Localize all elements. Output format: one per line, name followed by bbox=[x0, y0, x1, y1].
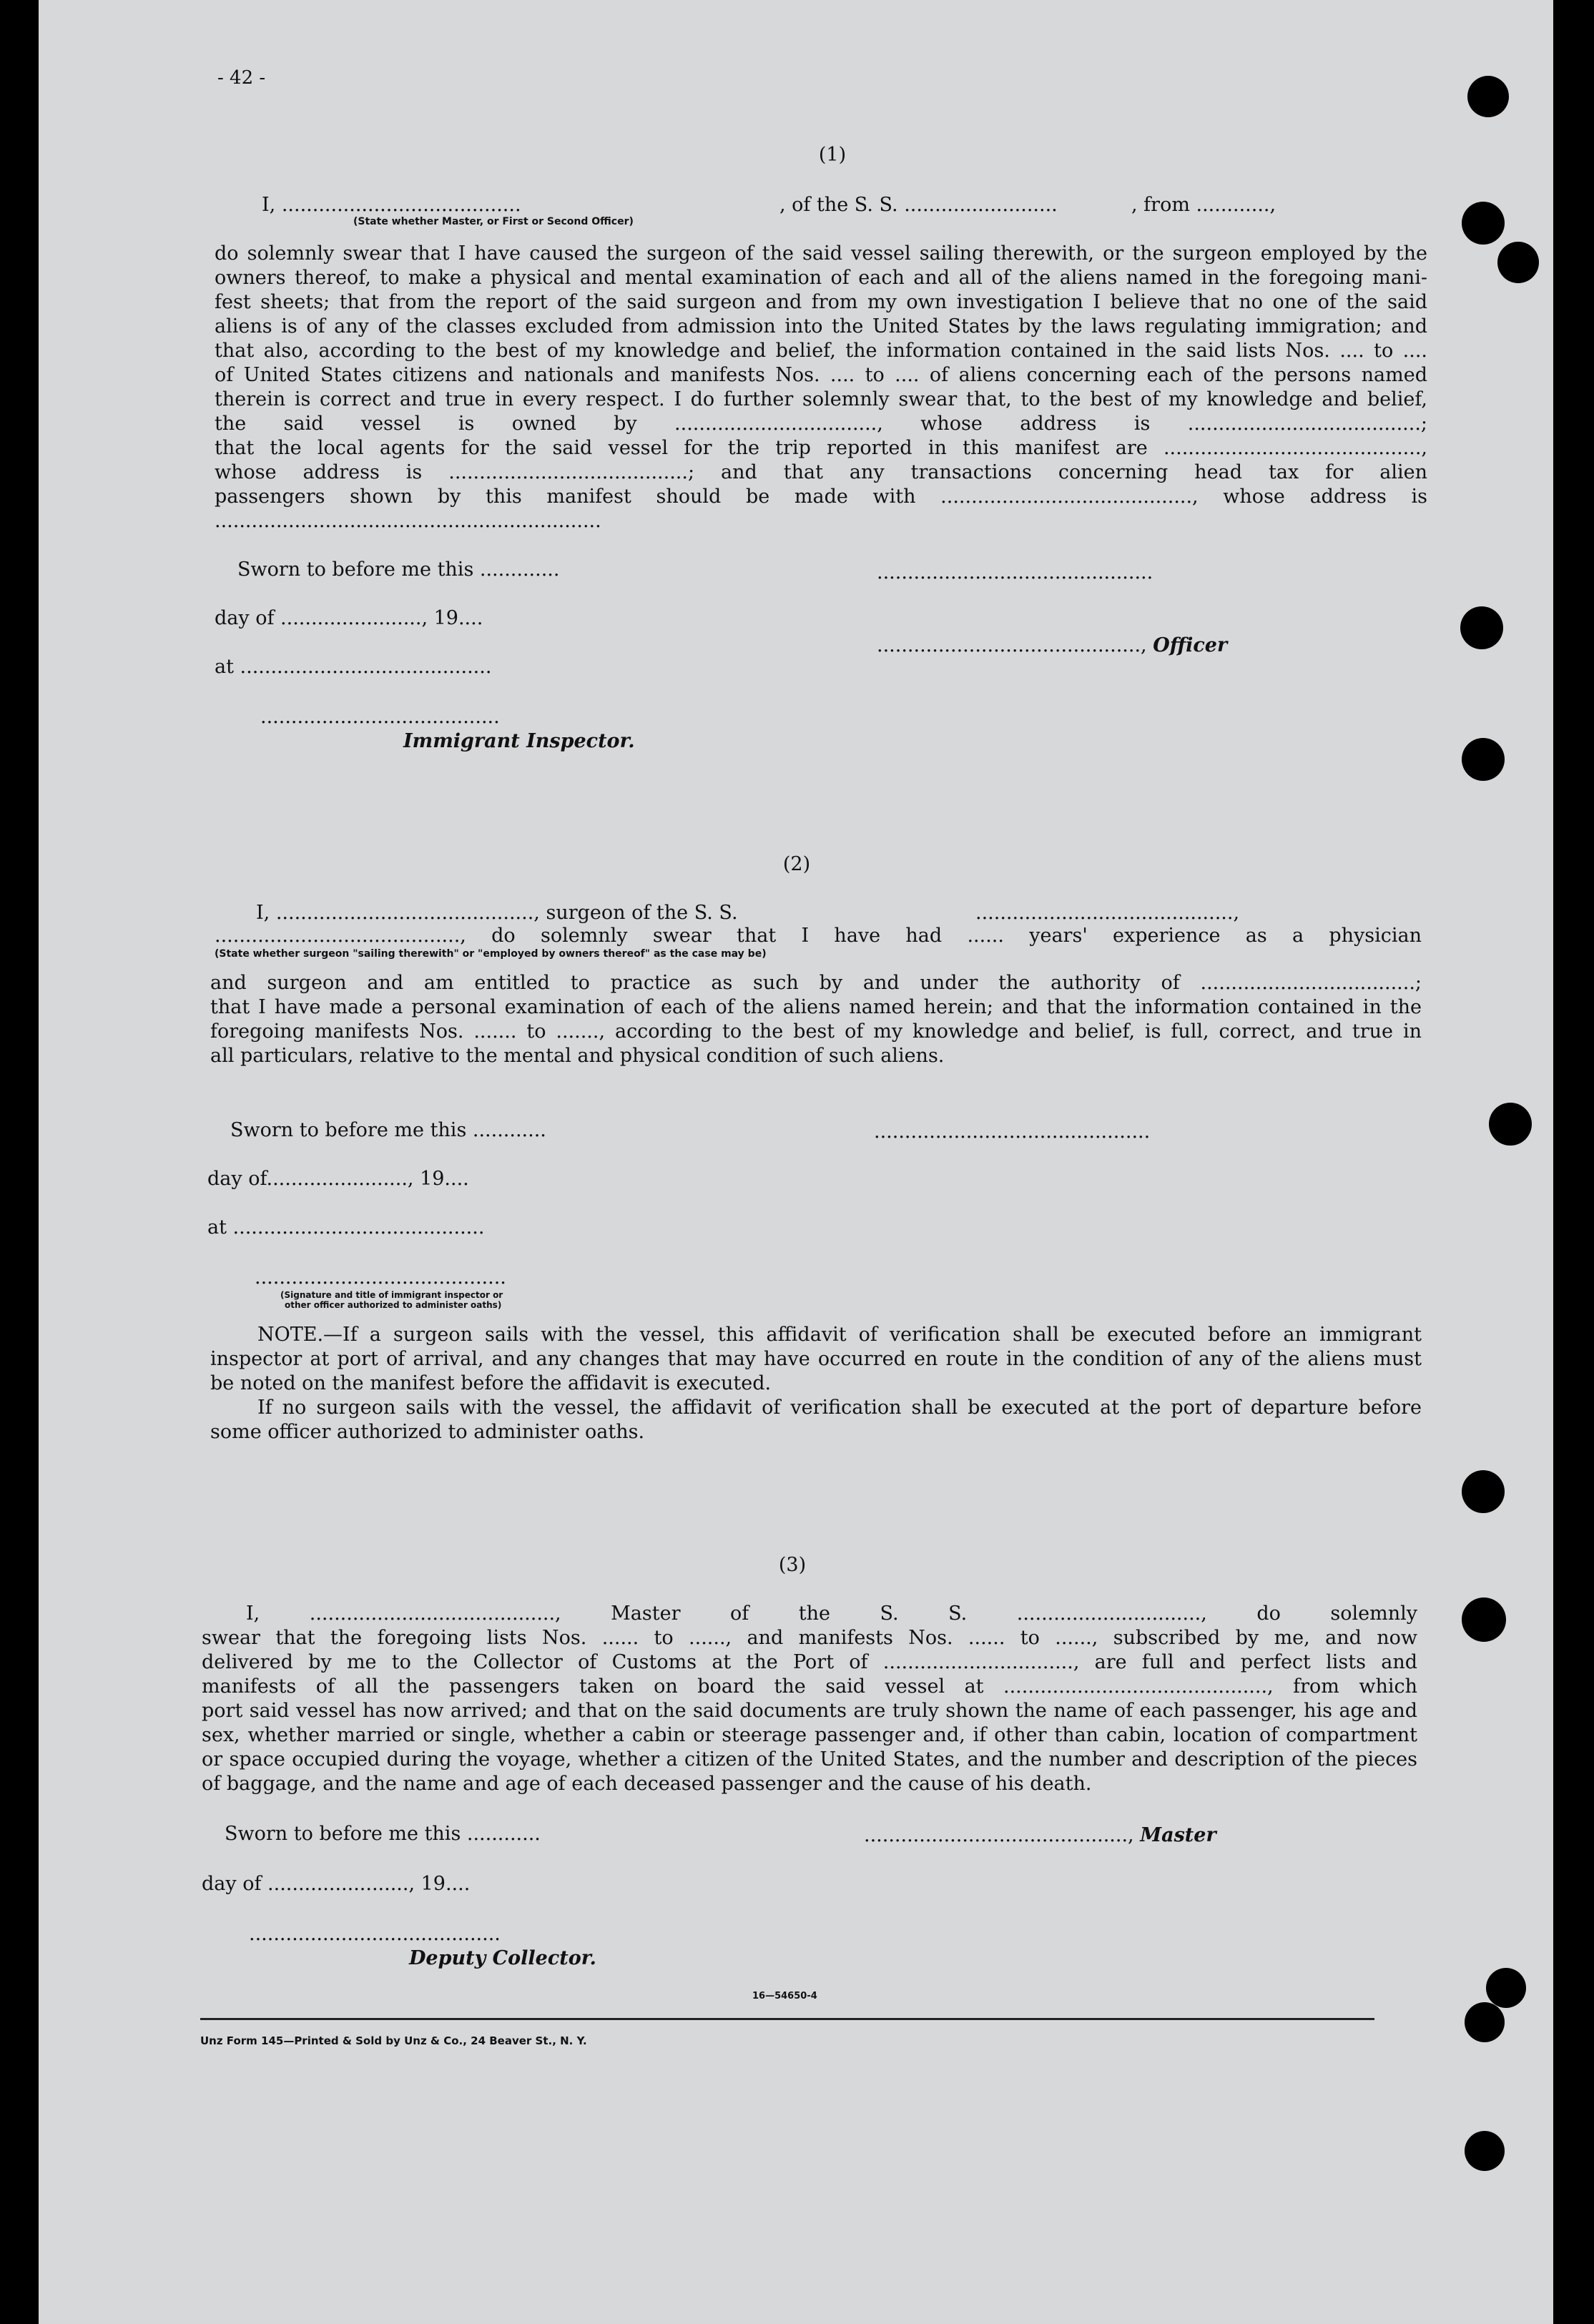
section-2-number: (2) bbox=[782, 853, 811, 875]
binder-hole bbox=[1462, 1597, 1506, 1642]
printer-credit: Unz Form 145—Printed & Sold by Unz & Co., 24 Beaver St., N. Y. bbox=[200, 2034, 587, 2047]
s3-sign-line: ......................................... bbox=[249, 1923, 501, 1945]
s2-line1-end: .........................................., bbox=[975, 902, 1240, 924]
footer-rule bbox=[200, 2018, 1374, 2020]
binder-hole bbox=[1497, 242, 1539, 283]
s1-state-note: (State whether Master, or First or Second Officer) bbox=[353, 216, 634, 227]
s3-day: day of ......................., 19.... bbox=[202, 1873, 471, 1895]
s3-body-line: manifests of all the passengers taken on board the said vessel at ..........................................., from which bbox=[202, 1675, 1417, 1698]
binder-hole bbox=[1462, 738, 1505, 781]
s2-body-line: that I have made a personal examination of each of the aliens named herein; and that the information contained in the bbox=[210, 996, 1422, 1018]
s3-master-label: Master bbox=[1140, 1824, 1216, 1846]
s2-note2-line: some officer authorized to administer oaths. bbox=[210, 1421, 645, 1443]
s3-body-line: swear that the foregoing lists Nos. ...... to ......, and manifests Nos. ...... to ......, subscribed by me, and now bbox=[202, 1627, 1417, 1649]
s1-body-line: ............................................................... bbox=[215, 510, 601, 532]
s3-body-line: of baggage, and the name and age of each deceased passenger and the cause of his death. bbox=[202, 1773, 1092, 1795]
s2-note-line: be noted on the manifest before the affidavit is executed. bbox=[210, 1372, 772, 1394]
section-1-number: (1) bbox=[818, 144, 847, 166]
s3-body-line: sex, whether married or single, whether a cabin or steerage passenger and, if other than cabin, location of compartment bbox=[202, 1724, 1417, 1746]
s2-body-line: and surgeon and am entitled to practice as such by and under the authority of ...................................; bbox=[210, 972, 1422, 994]
s2-note2-line: If no surgeon sails with the vessel, the affidavit of verification shall be executed at the port of departure before bbox=[257, 1397, 1422, 1419]
s1-body-line: therein is correct and true in every respect. I do further solemnly swear that, to the best of my knowledge and belief, bbox=[215, 388, 1427, 410]
s3-body bbox=[202, 1602, 1417, 1796]
s2-right-sign-line: ............................................. bbox=[874, 1121, 1151, 1143]
s1-officer-sign-line: ............................................. bbox=[877, 561, 1153, 584]
form-number: 16—54650-4 bbox=[752, 1991, 817, 2002]
s2-sworn: Sworn to before me this ............ bbox=[230, 1119, 546, 1141]
document-sheet bbox=[39, 0, 1553, 2324]
s1-officer-line bbox=[877, 634, 1227, 658]
s1-immigrant-inspector: Immigrant Inspector. bbox=[403, 730, 635, 752]
binder-hole bbox=[1465, 2131, 1505, 2171]
s2-sig-note-2: other officer authorized to administer oaths) bbox=[285, 1300, 502, 1310]
page-mark: - 42 - bbox=[217, 67, 266, 89]
s1-line1-start: I, ....................................... bbox=[262, 194, 521, 216]
s2-line2-text: ........................................, do solemnly swear that I have had ...... years' experience as a physician bbox=[215, 925, 1422, 947]
s2-note-line: inspector at port of arrival, and any changes that may have occurred en route in the condition of any of the aliens must bbox=[210, 1348, 1422, 1370]
s1-body-line: passengers shown by this manifest should be made with ........................................., whose address is bbox=[215, 486, 1427, 508]
s3-master-line bbox=[864, 1823, 1216, 1848]
binder-hole bbox=[1467, 76, 1509, 117]
s2-sig-note-1: (Signature and title of immigrant inspector or bbox=[280, 1290, 503, 1300]
s3-master-dots: ..........................................., bbox=[864, 1824, 1141, 1846]
s1-body-line: owners thereof, to make a physical and mental examination of each and all of the aliens named in the foregoing mani- bbox=[215, 267, 1427, 289]
s2-body-line: all particulars, relative to the mental and physical condition of such aliens. bbox=[210, 1045, 945, 1067]
s2-line1-start: I, .........................................., surgeon of the S. S. bbox=[256, 902, 738, 924]
binder-hole bbox=[1462, 202, 1505, 245]
s1-body-line: whose address is .......................................; and that any transactions concerning head tax for alien bbox=[215, 461, 1427, 483]
s1-sworn: Sworn to before me this ............. bbox=[237, 558, 560, 581]
s1-body-line: of United States citizens and nationals and manifests Nos. .... to .... of aliens concerning each of the persons named bbox=[215, 364, 1427, 386]
s1-day: day of ......................., 19.... bbox=[215, 607, 483, 629]
s2-sign-line: ......................................... bbox=[255, 1266, 506, 1289]
s1-body-line: fest sheets; that from the report of the said surgeon and from my own investigation I believe that no one of the said bbox=[215, 291, 1427, 313]
s1-body-line: that the local agents for the said vessel for the trip reported in this manifest are .........................................., bbox=[215, 437, 1427, 459]
section-3-number: (3) bbox=[778, 1554, 807, 1576]
s1-body-line: aliens is of any of the classes excluded from admission into the United States by the laws regulating immigration; and bbox=[215, 315, 1427, 338]
binder-hole bbox=[1462, 1470, 1505, 1513]
s2-note bbox=[210, 1323, 1422, 1444]
s1-body-line: the said vessel is owned by ................................., whose address is ......................................; bbox=[215, 413, 1427, 435]
s3-body-line: port said vessel has now arrived; and that on the said documents are truly shown the name of each passenger, his age and bbox=[202, 1700, 1417, 1722]
s1-body-line: do solemnly swear that I have caused the surgeon of the said vessel sailing therewith, or the surgeon employed by the bbox=[215, 242, 1427, 265]
s3-body-line: or space occupied during the voyage, whether a citizen of the United States, and the number and description of the pieces bbox=[202, 1748, 1417, 1771]
s1-body-line: that also, according to the best of my knowledge and belief, the information contained in the said lists Nos. .... to .... bbox=[215, 340, 1427, 362]
s3-body-line: I, ........................................, Master of the S. S. .............................., do solemnly bbox=[246, 1602, 1417, 1625]
s1-officer-dots: ..........................................., bbox=[877, 634, 1153, 656]
s1-line1-mid: , of the S. S. ......................... bbox=[779, 194, 1058, 216]
binder-hole bbox=[1489, 1103, 1532, 1146]
s1-officer-label: Officer bbox=[1153, 634, 1228, 656]
s2-day: day of......................., 19.... bbox=[207, 1168, 469, 1190]
s1-at: at ......................................... bbox=[215, 656, 492, 678]
binder-hole bbox=[1486, 1968, 1526, 2008]
s2-at: at ......................................... bbox=[207, 1216, 485, 1239]
s1-line1-end: , from ............, bbox=[1131, 194, 1276, 216]
binder-hole bbox=[1465, 2002, 1505, 2042]
s2-note-line: NOTE.—If a surgeon sails with the vessel, this affidavit of verification shall be executed before an immigrant bbox=[257, 1324, 1422, 1346]
binder-hole bbox=[1460, 606, 1503, 649]
s2-body-line: foregoing manifests Nos. ....... to ......., according to the best of my knowledge and belief, is full, correct, and true in bbox=[210, 1020, 1422, 1043]
s1-sign-line: ....................................... bbox=[260, 706, 500, 728]
s2-body bbox=[210, 971, 1422, 1068]
s3-body-line: delivered by me to the Collector of Customs at the Port of ..............................., are full and perfect lists and bbox=[202, 1651, 1417, 1673]
s2-line2 bbox=[215, 924, 1422, 948]
s3-deputy-collector: Deputy Collector. bbox=[409, 1947, 596, 1969]
s3-sworn: Sworn to before me this ............ bbox=[225, 1823, 541, 1845]
s2-state-note: (State whether surgeon "sailing therewith" or "employed by owners thereof" as the case may be) bbox=[215, 948, 767, 960]
s1-body bbox=[215, 242, 1427, 533]
